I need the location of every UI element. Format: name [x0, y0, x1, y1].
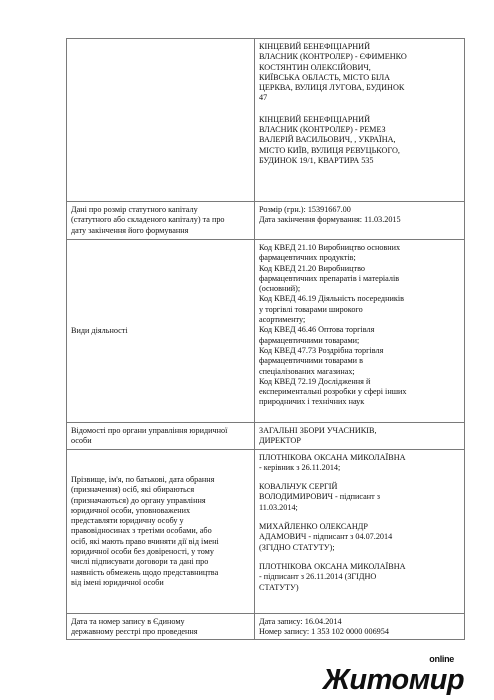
representative-4-text: ПЛОТНІКОВА ОКСАНА МИКОЛАЇВНА - підписант з 26.11.2014 (ЗГІДНО СТАТУТУ) [259, 561, 406, 592]
table-row-activities [67, 240, 465, 423]
representatives-label: Прізвище, ім'я, по батькові, дата обрання (призначення) осіб, які обираються (призначаються) до органу управління юридичної особи, уповноважених представляти юридичну особу у правовідносинах з третіми особами, або осіб, які мають право вчиняти дії від імені юридичної особи без довіреності, у тому числі підписувати договори та дані про наявність обмежень щодо представництва від імені юридичної особи [71, 474, 219, 587]
beneficiary-2-text: КІНЦЕВИЙ БЕНЕФІЦІАРНИЙ ВЛАСНИК (КОНТРОЛЕР) - РЕМЕЗ ВАЛЕРІЙ ВАСИЛЬОВИЧ, , УКРАЇНА, МІСТО КИЇВ, ВУЛИЦЯ РЕВУЦЬКОГО, БУДИНОК 19/1, КВАРТИРА 535 [259, 114, 400, 165]
table-row-beneficiaries [67, 39, 465, 202]
representative-3-text: МИХАЙЛЕНКО ОЛЕКСАНДР АДАМОВИЧ - підписант з 04.07.2014 (ЗГІДНО СТАТУТУ); [259, 522, 393, 552]
row-label-empty [67, 39, 255, 202]
activities-label: Види діяльності [71, 326, 128, 336]
site-logo [323, 654, 488, 696]
record-value: Дата запису: 16.04.2014 Номер запису: 1 353 102 0000 006954 [259, 616, 389, 636]
representative-1-text: ПЛОТНІКОВА ОКСАНА МИКОЛАЇВНА - керівник з 26.11.2014; [259, 452, 406, 472]
beneficiaries-cell [255, 39, 465, 202]
table-row-management-bodies [67, 423, 465, 450]
management-label: Відомості про органи управління юридичної особи [71, 426, 228, 446]
record-label: Дата та номер запису в Єдиному державному реєстрі про проведення [71, 616, 198, 636]
capital-value: Розмір (грн.): 15391667.00 Дата закінчення формування: 11.03.2015 [259, 205, 401, 225]
logo-name-text: Житомир [323, 664, 465, 696]
table-row-record [67, 613, 465, 640]
logo-online-text: online [429, 654, 454, 664]
activities-value: Код КВЕД 21.10 Виробництво основних фармацевтичних продуктів; Код КВЕД 21.20 Виробництво фармацевтичних препаратів і матеріалів (основний); Код КВЕД 46.19 Діяльність посередників у торгівлі товарами широкого асортименту; Код КВЕД 46.46 Оптова торгівля фармацевтичними товарами; Код КВЕД 47.73 Роздрібна торгівля фармацевтичними товарами в спеціалізованих магазинах; Код КВЕД 72.19 Дослідження й експериментальні розробки у сфері інших природничих і технічних наук [259, 243, 407, 407]
registry-table [66, 38, 465, 640]
capital-label: Дані про розмір статутного капіталу (статутного або складеного капіталу) та про дату закінчення його формування [71, 205, 225, 235]
representative-2-text: КОВАЛЬЧУК СЕРГІЙ ВОЛОДИМИРОВИЧ - підписант з 11.03.2014; [259, 482, 380, 512]
table-row-capital [67, 202, 465, 240]
beneficiary-1-text: КІНЦЕВИЙ БЕНЕФІЦІАРНИЙ ВЛАСНИК (КОНТРОЛЕР) - ЄФИМЕНКО КОСТЯНТИН ОЛЕКСІЙОВИЧ, КИЇВСЬКА ОБЛАСТЬ, МІСТО БІЛА ЦЕРКВА, ВУЛИЦЯ ЛУГОВА, БУДИНОК 47 [259, 42, 407, 103]
management-value: ЗАГАЛЬНІ ЗБОРИ УЧАСНИКІВ, ДИРЕКТОР [259, 426, 377, 446]
table-row-representatives [67, 449, 465, 613]
